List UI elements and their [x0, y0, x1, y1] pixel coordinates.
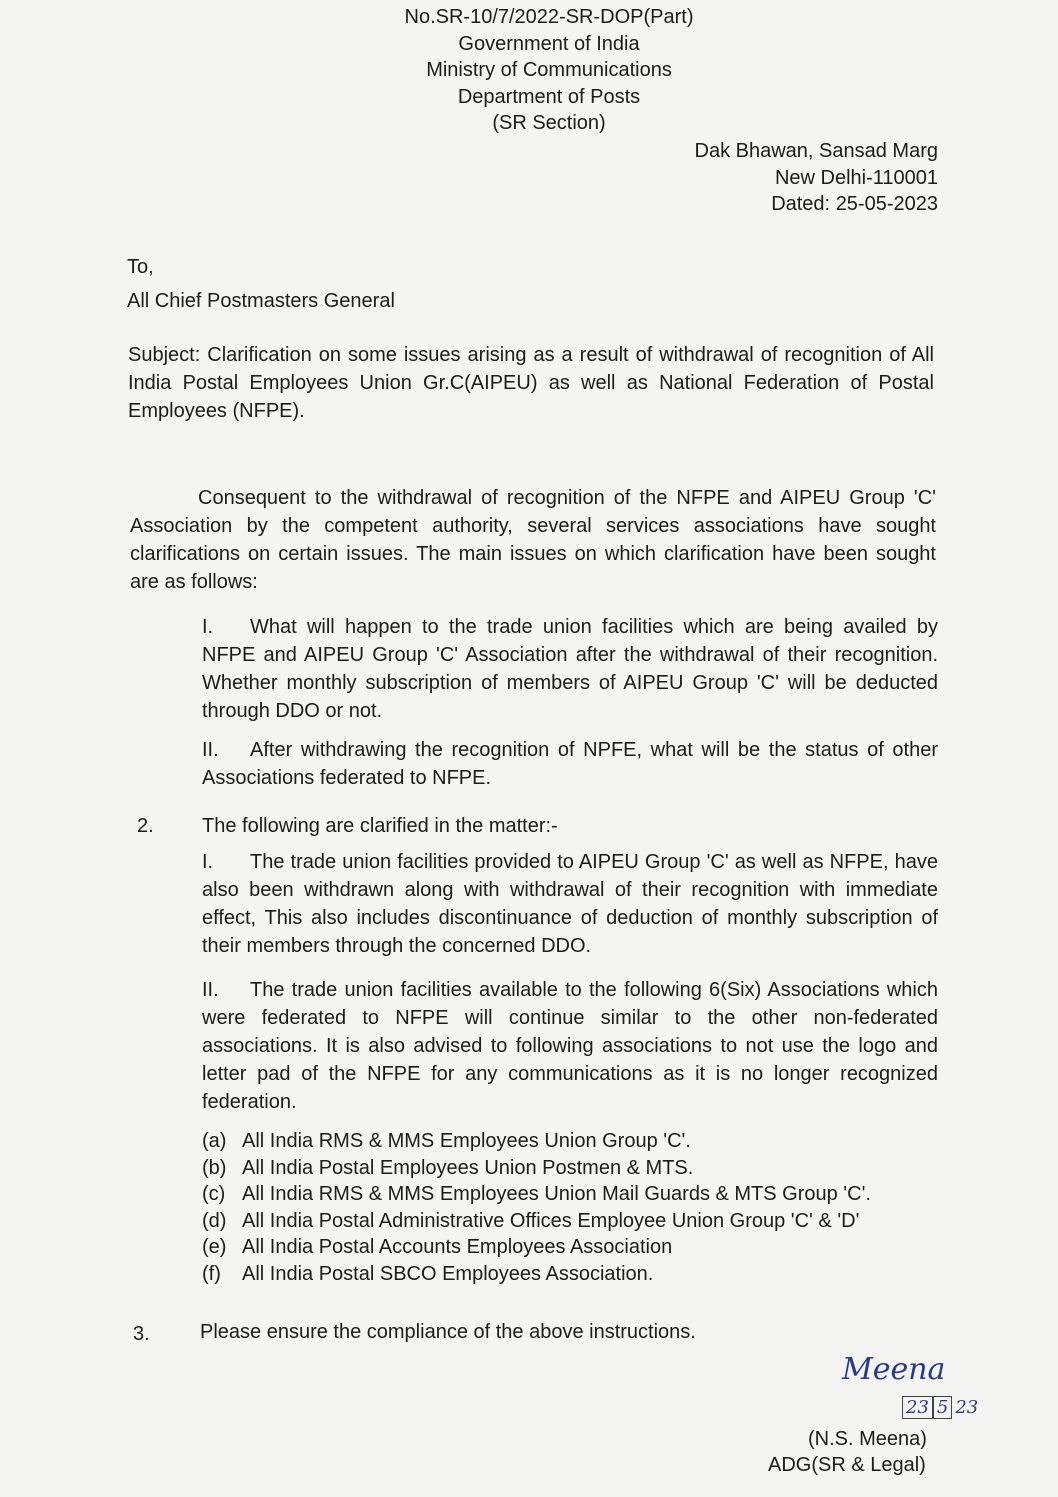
address-line-1: Dak Bhawan, Sansad Marg — [694, 140, 938, 162]
signatory-designation: ADG(SR & Legal) — [768, 1454, 926, 1476]
clarification-text: The trade union facilities available to the following 6(Six) Associations which were federated to NFPE will continue similar to the other non-federated associations. It is also advised to following associations to not use the logo and letter pad of the NFPE for any communications as it is no longer recognized federation. — [202, 979, 938, 1113]
government-line: Government of India — [458, 32, 640, 55]
issue-text: What will happen to the trade union facilities which are being availed by NFPE and AIPEU Group 'C' Association after the withdrawal of their recognition. Whether monthly subscription of members of AIPEU Group 'C' will be deducted through DDO or not. — [202, 616, 938, 722]
issue-text: After withdrawing the recognition of NPFE, what will be the status of other Associations federated to NFPE. — [202, 739, 938, 789]
to-label: To, — [127, 256, 154, 278]
section-line: (SR Section) — [492, 112, 606, 135]
association-item: (f) All India Postal SBCO Employees Association. — [202, 1262, 654, 1285]
clarification-number: II. — [202, 979, 219, 1001]
para-2-number: 2. — [137, 815, 154, 837]
letter-header — [0, 4, 1058, 137]
association-item: (a) All India RMS & MMS Employees Union Group 'C'. — [202, 1130, 691, 1152]
association-list — [202, 1128, 871, 1288]
association-item: (e) All India Postal Accounts Employees Association — [202, 1236, 673, 1259]
signature-scribble: Meena — [842, 1352, 946, 1387]
department-line: Department of Posts — [457, 85, 641, 108]
address-line-2: New Delhi-110001 — [774, 166, 938, 189]
issue-number: I. — [202, 616, 214, 638]
association-item: (d) All India Postal Administrative Offices Employee Union Group 'C' & 'D' — [202, 1209, 860, 1232]
association-item: (b) All India Postal Employees Union Postmen & MTS. — [202, 1156, 694, 1179]
subject: Subject: Clarification on some issues arising as a result of withdrawal of recognition of All India Postal Employees Union Gr.C(AIPEU) as well as National Federation of Postal Employees (NFPE). — [128, 344, 934, 422]
para-2-title: The following are clarified in the matter:- — [202, 815, 558, 837]
para-3-number: 3. — [133, 1323, 150, 1345]
dated-label: Dated: — [771, 193, 831, 215]
para-3-text: Please ensure the compliance of the above instructions. — [200, 1321, 696, 1343]
clarification-text: The trade union facilities provided to AIPEU Group 'C' as well as NFPE, have also been withdrawn along with withdrawal of their recognition with immediate effect, This also includes discontinuance of deduction of monthly subscription of their members through the concerned DDO. — [202, 851, 938, 957]
date-value: 25-05-2023 — [835, 193, 938, 215]
issue-number: II. — [202, 739, 219, 761]
reference-number: No.SR-10/7/2022-SR-DOP(Part) — [404, 6, 694, 28]
signature-date: 23 5 23 — [902, 1397, 978, 1418]
sender-address — [695, 138, 938, 218]
date-line — [695, 191, 938, 218]
issue-item — [202, 613, 938, 725]
clarification-number: I. — [202, 851, 214, 873]
signatory-name: (N.S. Meena) — [808, 1428, 927, 1450]
recipient-name: All Chief Postmasters General — [127, 290, 395, 312]
clarification-item — [202, 976, 938, 1116]
ministry-line: Ministry of Communications — [426, 59, 672, 82]
association-item: (c) All India RMS & MMS Employees Union Mail Guards & MTS Group 'C'. — [202, 1183, 871, 1206]
issue-item — [202, 736, 938, 792]
clarification-item — [202, 848, 938, 960]
intro-paragraph: Consequent to the withdrawal of recognition of the NFPE and AIPEU Group 'C' Association by the competent authority, several services associations have sought clarifications on certain issues. The main issues on which clarification have been sought are as follows: — [130, 487, 936, 593]
